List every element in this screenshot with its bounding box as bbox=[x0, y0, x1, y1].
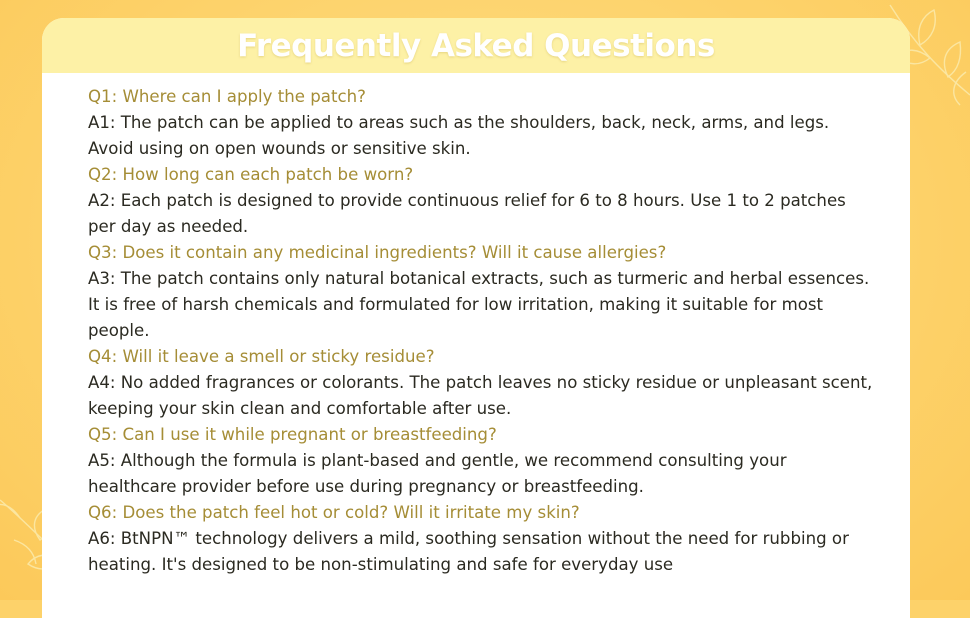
faq-question: Q1: Where can I apply the patch? bbox=[88, 87, 366, 106]
page-title: Frequently Asked Questions bbox=[237, 27, 715, 64]
faq-answer: A5: Although the formula is plant-based and gentle, we recommend consulting your healthcare provider before use during pregnancy or breastfeeding. bbox=[88, 451, 787, 496]
faq-question: Q2: How long can each patch be worn? bbox=[88, 165, 414, 184]
faq-answer: A3: The patch contains only natural botanical extracts, such as turmeric and herbal essences. It is free of harsh chemicals and formulated for low irritation, making it suitable for most people. bbox=[88, 269, 870, 340]
faq-question: Q6: Does the patch feel hot or cold? Will it irritate my skin? bbox=[88, 503, 580, 522]
faq-card bbox=[42, 18, 910, 618]
faq-answer: A1: The patch can be applied to areas such as the shoulders, back, neck, arms, and legs. Avoid using on open wounds or sensitive skin. bbox=[88, 113, 830, 158]
faq-answer: A2: Each patch is designed to provide continuous relief for 6 to 8 hours. Use 1 to 2 patches per day as needed. bbox=[88, 191, 846, 236]
faq-question: Q5: Can I use it while pregnant or breastfeeding? bbox=[88, 425, 497, 444]
faq-answer: A6: BtNPN™ technology delivers a mild, soothing sensation without the need for rubbing or heating. It's designed to be non-stimulating and safe for everyday use bbox=[88, 529, 849, 574]
faq-question: Q4: Will it leave a smell or sticky residue? bbox=[88, 347, 435, 366]
faq-header bbox=[42, 18, 910, 73]
faq-question: Q3: Does it contain any medicinal ingredients? Will it cause allergies? bbox=[88, 243, 667, 262]
faq-answer: A4: No added fragrances or colorants. The patch leaves no sticky residue or unpleasant scent, keeping your skin clean and comfortable after use. bbox=[88, 373, 873, 418]
faq-list bbox=[42, 73, 910, 578]
